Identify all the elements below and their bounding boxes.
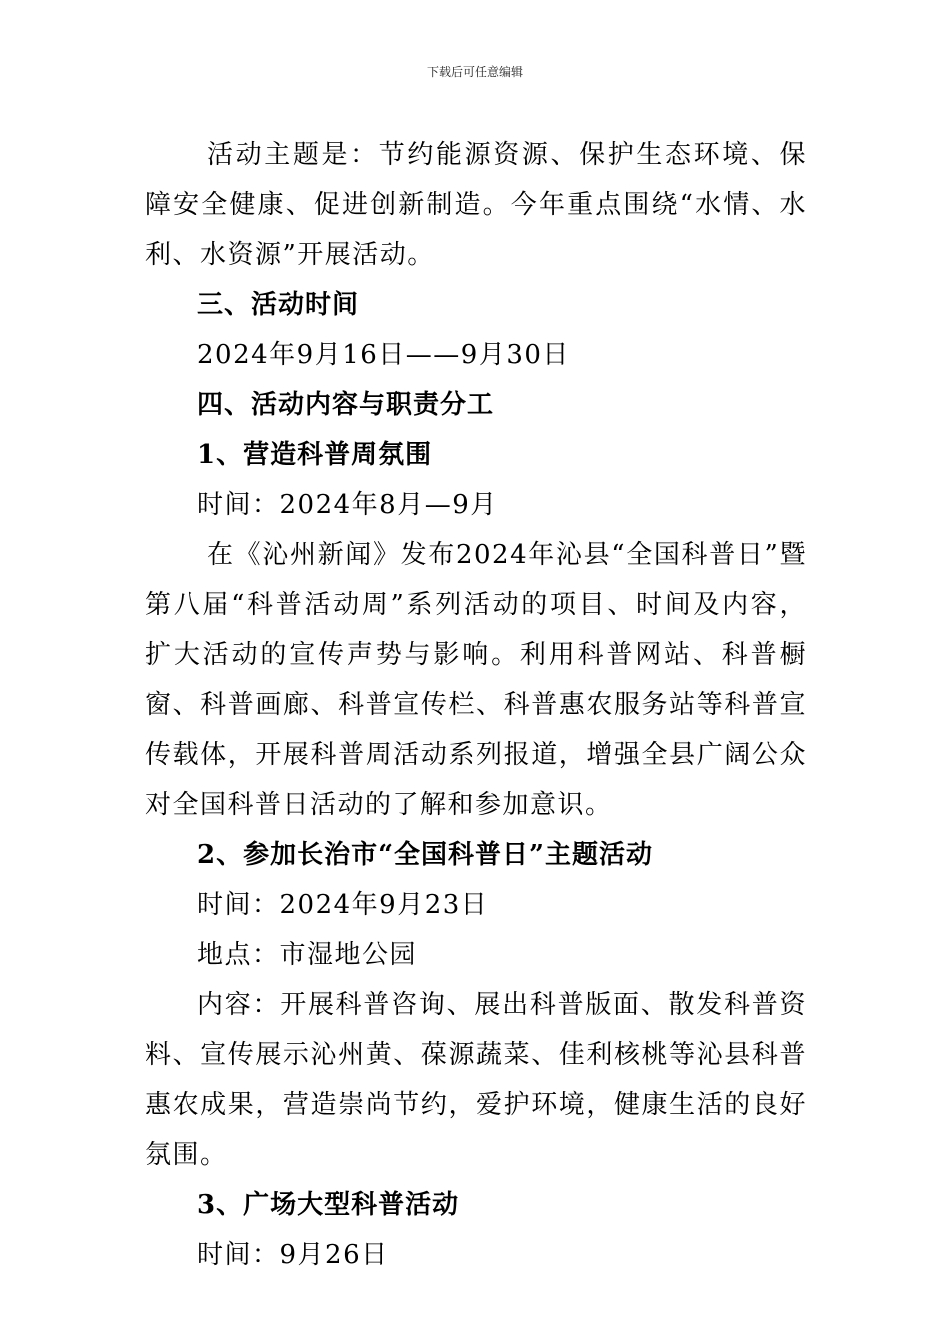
- subsection-1-time: 时间：2024年8月—9月: [197, 490, 498, 520]
- document-body: [145, 130, 807, 1280]
- page-header: 下载后可任意编辑: [426, 65, 523, 79]
- subsection-2-content: 内容：开展科普咨询、展出科普版面、散发科普资料、宣传展示沁州黄、葆源蔬菜、佳利核桃等沁县科普惠农成果，营造崇尚节约，爱护环境，健康生活的良好氛围。: [145, 990, 807, 1170]
- subsection-heading-1: 1、营造科普周氛围: [197, 440, 433, 470]
- subsection-2-location: 地点：市湿地公园: [197, 940, 418, 970]
- subsection-1-body: 在《沁州新闻》发布2024年沁县“全国科普日”暨第八届“科普活动周”系列活动的项目、时间及内容，扩大活动的宣传声势与影响。利用科普网站、科普橱窗、科普画廊、科普宣传栏、科普惠农服务站等科普宣传载体，开展科普周活动系列报道，增强全县广阔公众对全国科普日活动的了解和参加意识。: [145, 540, 807, 820]
- subsection-heading-2: 2、参加长治市“全国科普日”主题活动: [197, 840, 654, 870]
- section-heading-time: 三、活动时间: [197, 290, 360, 320]
- subsection-2-time: 时间：2024年9月23日: [197, 890, 489, 920]
- section-heading-content: 四、活动内容与职责分工: [197, 390, 495, 420]
- subsection-3-time: 时间：9月26日: [197, 1240, 389, 1270]
- activity-date-range: 2024年9月16日——9月30日: [197, 340, 570, 370]
- theme-paragraph: 活动主题是：节约能源资源、保护生态环境、保障安全健康、促进创新制造。今年重点围绕“水情、水利、水资源”开展活动。: [145, 140, 807, 270]
- subsection-heading-3: 3、广场大型科普活动: [197, 1190, 460, 1220]
